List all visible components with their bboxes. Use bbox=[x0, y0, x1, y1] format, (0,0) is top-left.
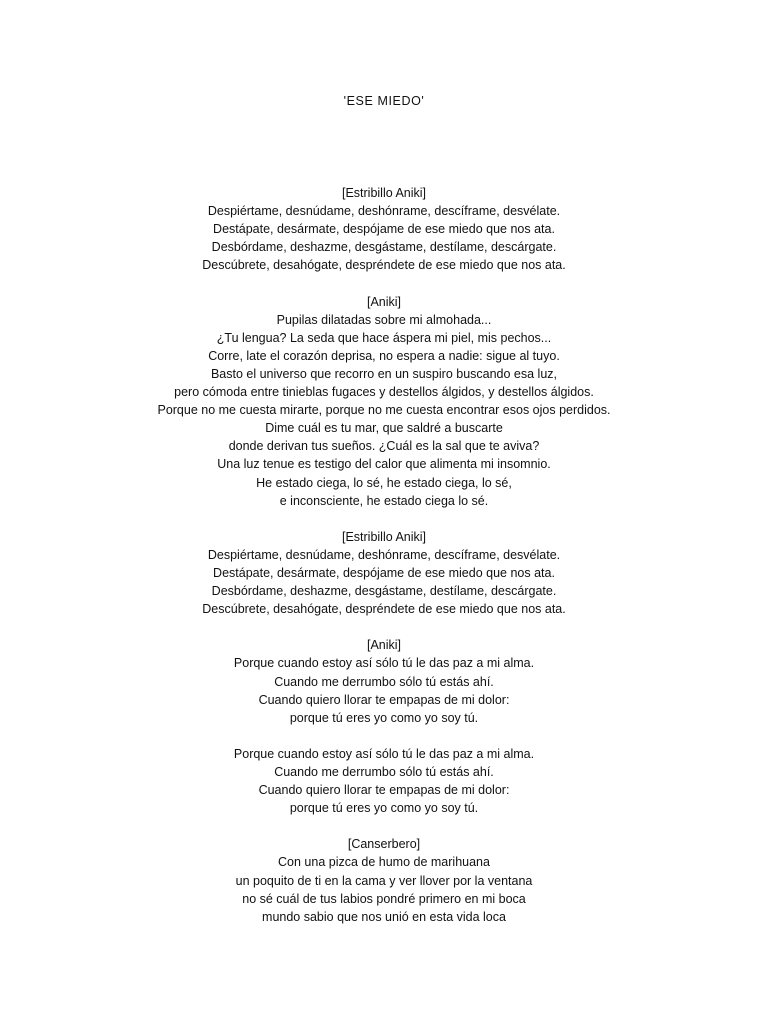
lyric-line: He estado ciega, lo sé, he estado ciega, lo sé, bbox=[256, 475, 512, 490]
lyric-line: Descúbrete, desahógate, despréndete de ese miedo que nos ata. bbox=[202, 602, 566, 617]
lyric-line: Despiértame, desnúdame, deshónrame, descíframe, desvélate. bbox=[207, 547, 561, 562]
lyric-line: pero cómoda entre tinieblas fugaces y destellos álgidos, y destellos álgidos. bbox=[174, 385, 594, 400]
lyric-line: un poquito de ti en la cama y ver llover por la ventana bbox=[235, 873, 533, 888]
lyric-line: porque tú eres yo como yo soy tú. bbox=[289, 801, 479, 816]
stanza bbox=[0, 293, 768, 510]
lyrics-body bbox=[0, 184, 768, 944]
lyric-line: Pupilas dilatadas sobre mi almohada... bbox=[276, 312, 492, 327]
lyric-line: Despiértame, desnúdame, deshónrame, descíframe, desvélate. bbox=[207, 204, 561, 219]
stanza bbox=[0, 528, 768, 618]
lyric-line: Porque cuando estoy así sólo tú le das paz a mi alma. bbox=[233, 656, 535, 671]
stanza bbox=[0, 835, 768, 925]
lyric-line: Desbórdame, deshazme, desgástame, destílame, descárgate. bbox=[211, 584, 557, 599]
lyric-line: porque tú eres yo como yo soy tú. bbox=[289, 710, 479, 725]
section-label: [Aniki] bbox=[366, 294, 402, 309]
stanza bbox=[0, 184, 768, 274]
section-label: [Estribillo Aniki] bbox=[341, 529, 427, 544]
lyric-line: Dime cuál es tu mar, que saldré a buscarte bbox=[265, 421, 503, 436]
lyric-line: Cuando me derrumbo sólo tú estás ahí. bbox=[274, 765, 494, 779]
lyric-line: Cuando quiero llorar te empapas de mi dolor: bbox=[258, 783, 510, 798]
lyric-line: Porque no me cuesta mirarte, porque no me cuesta encontrar esos ojos perdidos. bbox=[157, 403, 611, 418]
lyric-line: Con una pizca de humo de marihuana bbox=[278, 855, 490, 870]
lyric-line: Destápate, desármate, despójame de ese miedo que nos ata. bbox=[213, 565, 555, 580]
document-title: 'ESE MIEDO' bbox=[343, 94, 425, 108]
lyric-line: Basto el universo que recorro en un suspiro buscando esa luz, bbox=[210, 366, 558, 381]
section-label: [Aniki] bbox=[366, 638, 402, 653]
lyric-line: ¿Tu lengua? La seda que hace áspera mi piel, mis pechos... bbox=[216, 330, 552, 345]
lyric-line: donde derivan tus sueños. ¿Cuál es la sal que te aviva? bbox=[228, 439, 540, 454]
lyric-line: mundo sabio que nos unió en esta vida loca bbox=[262, 909, 506, 924]
section-label: [Canserbero] bbox=[347, 837, 421, 852]
stanza bbox=[0, 745, 768, 817]
lyric-line: Porque cuando estoy así sólo tú le das paz a mi alma. bbox=[233, 746, 535, 761]
lyric-line: e inconsciente, he estado ciega lo sé. bbox=[279, 493, 489, 508]
lyric-line: Una luz tenue es testigo del calor que alimenta mi insomnio. bbox=[217, 457, 551, 472]
stanza bbox=[0, 636, 768, 726]
lyric-line: Corre, late el corazón deprisa, no espera a nadie: sigue al tuyo. bbox=[208, 348, 560, 363]
lyric-line: Cuando me derrumbo sólo tú estás ahí. bbox=[274, 674, 494, 689]
lyric-line: no sé cuál de tus labios pondré primero en mi boca bbox=[242, 891, 526, 906]
lyric-line: Descúbrete, desahógate, despréndete de ese miedo que nos ata. bbox=[202, 258, 566, 273]
lyric-line: Desbórdame, deshazme, desgástame, destílame, descárgate. bbox=[211, 240, 557, 255]
lyric-line: Destápate, desármate, despójame de ese miedo que nos ata. bbox=[213, 222, 555, 237]
lyric-line: Cuando quiero llorar te empapas de mi dolor: bbox=[258, 692, 510, 707]
section-label: [Estribillo Aniki] bbox=[341, 186, 427, 200]
